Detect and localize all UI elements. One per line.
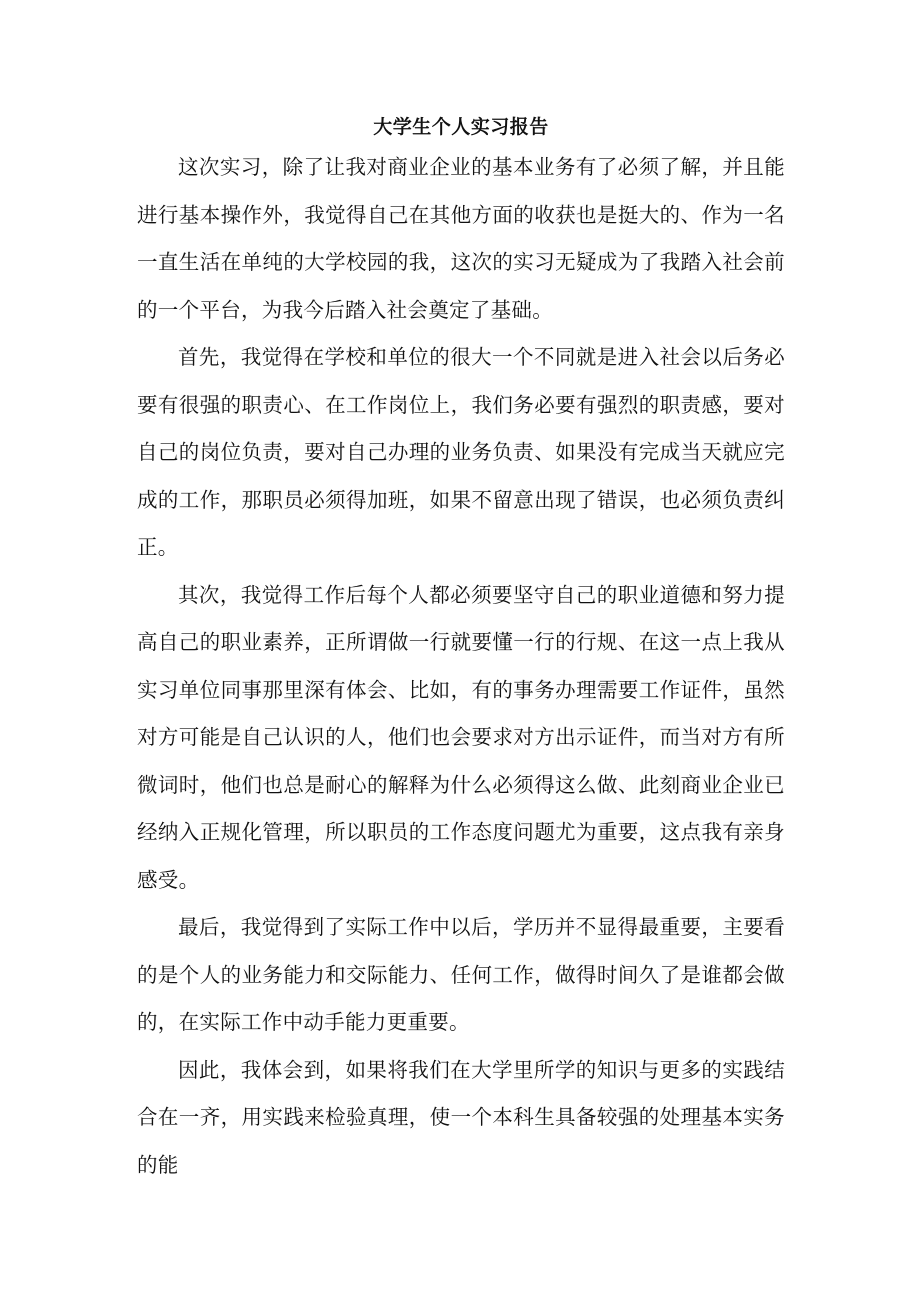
document-page — [137, 112, 785, 1189]
paragraph-1: 这次实习，除了让我对商业企业的基本业务有了必须了解，并且能进行基本操作外，我觉得自己在其他方面的收获也是挺大的、作为一名一直生活在单纯的大学校园的我，这次的实习无疑成为了我踏入社会前的一个平台，为我今后踏入社会奠定了基础。 — [137, 155, 785, 322]
document-title: 大学生个人实习报告 — [373, 116, 549, 138]
paragraph-2: 首先，我觉得在学校和单位的很大一个不同就是进入社会以后务必要有很强的职责心、在工作岗位上，我们务必要有强烈的职责感，要对自己的岗位负责，要对自己办理的业务负责、如果没有完成当天就应完成的工作，那职员必须得加班，如果不留意出现了错误，也必须负责纠正。 — [137, 345, 785, 559]
paragraph-4: 最后，我觉得到了实际工作中以后，学历并不显得最重要，主要看的是个人的业务能力和交际能力、任何工作，做得时间久了是谁都会做的，在实际工作中动手能力更重要。 — [137, 915, 785, 1034]
paragraph-3: 其次，我觉得工作后每个人都必须要坚守自己的职业道德和努力提高自己的职业素养，正所谓做一行就要懂一行的行规、在这一点上我从实习单位同事那里深有体会、比如，有的事务办理需要工作证件，虽然对方可能是自己认识的人，他们也会要求对方出示证件，而当对方有所微词时，他们也总是耐心的解释为什么必须得这么做、此刻商业企业已经纳入正规化管理，所以职员的工作态度问题尤为重要，这点我有亲身感受。 — [137, 582, 785, 892]
paragraph-5: 因此，我体会到，如果将我们在大学里所学的知识与更多的实践结合在一齐，用实践来检验真理，使一个本科生具备较强的处理基本实务的能 — [137, 1057, 785, 1177]
